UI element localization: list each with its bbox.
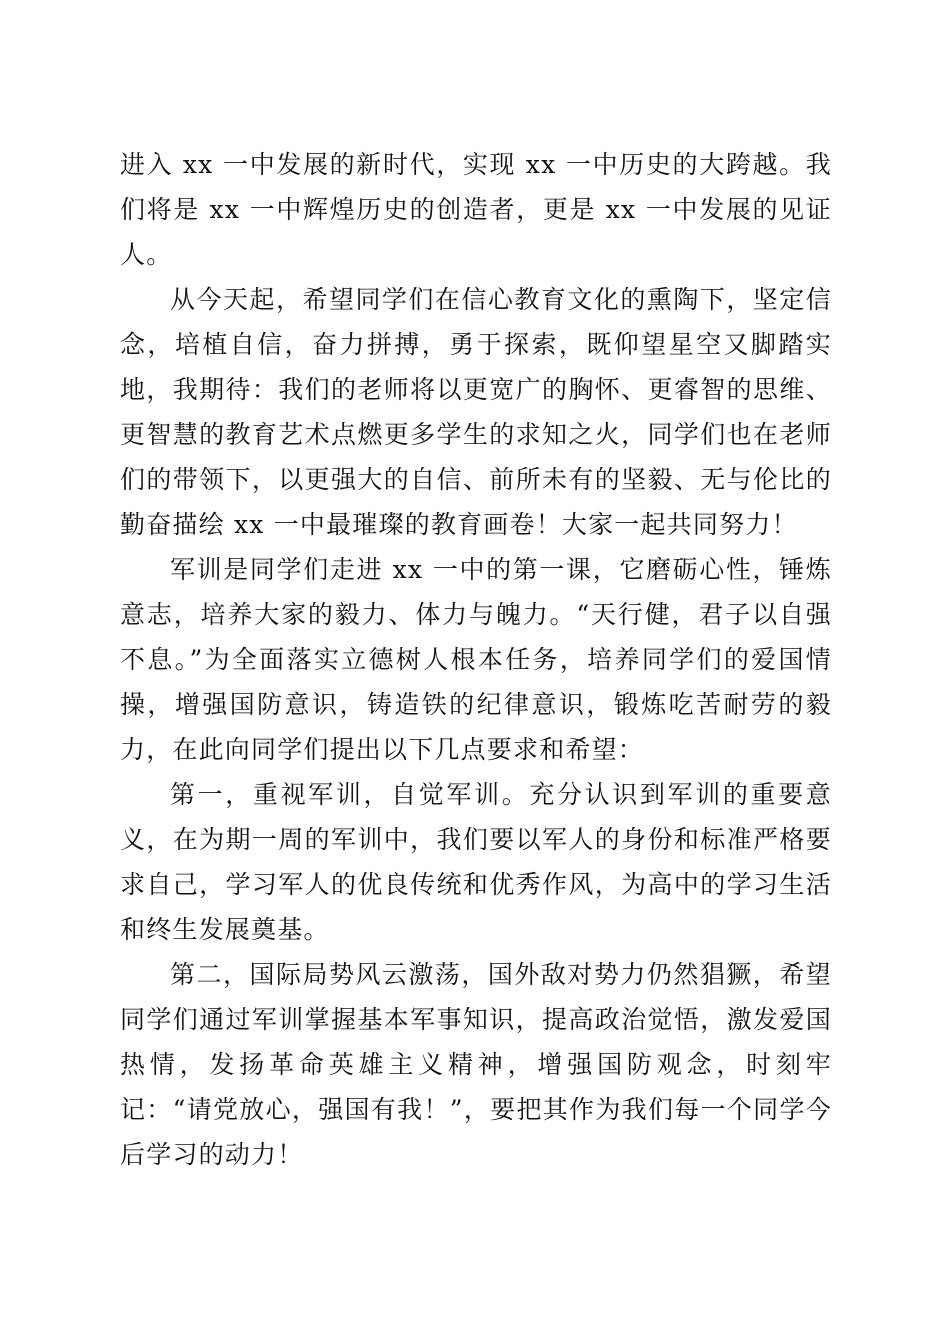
paragraph-military-training-intro: 军训是同学们走进 xx 一中的第一课，它磨砺心性，锤炼意志，培养大家的毅力、体力与魄力。“天行健，君子以自强不息。”为全面落实立德树人根本任务，培养同学们的爱国情操，增强国防意识，铸造铁的纪律意识，锻炼吃苦耐劳的毅力，在此向同学们提出以下几点要求和希望： <box>120 555 832 764</box>
paragraph-expectations: 从今天起，希望同学们在信心教育文化的熏陶下，坚定信念，培植自信，奋力拼搏，勇于探索，既仰望星空又脚踏实地，我期待：我们的老师将以更宽广的胸怀、更睿智的思维、更智慧的教育艺术点燃更多学生的求知之火，同学们也在老师们的带领下，以更强大的自信、前所未有的坚毅、无与伦比的勤奋描绘 xx 一中最璀璨的教育画卷！大家一起共同努力！ <box>120 285 832 539</box>
paragraph-point-two: 第二，国际局势风云激荡，国外敌对势力仍然猖獗，希望同学们通过军训掌握基本军事知识，提高政治觉悟，激发爱国热情，发扬革命英雄主义精神，增强国防观念，时刻牢记：“请党放心，强国有我！”，要把其作为我们每一个同学今后学习的动力！ <box>120 960 832 1169</box>
paragraph-continuation: 进入 xx 一中发展的新时代，实现 xx 一中历史的大跨越。我们将是 xx 一中辉煌历史的创造者，更是 xx 一中发展的见证人。 <box>120 150 832 269</box>
paragraph-point-one: 第一，重视军训，自觉军训。充分认识到军训的重要意义，在为期一周的军训中，我们要以军人的身份和标准严格要求自己，学习军人的优良传统和优秀作风，为高中的学习生活和终生发展奠基。 <box>120 780 832 944</box>
document-body <box>120 142 832 1177</box>
